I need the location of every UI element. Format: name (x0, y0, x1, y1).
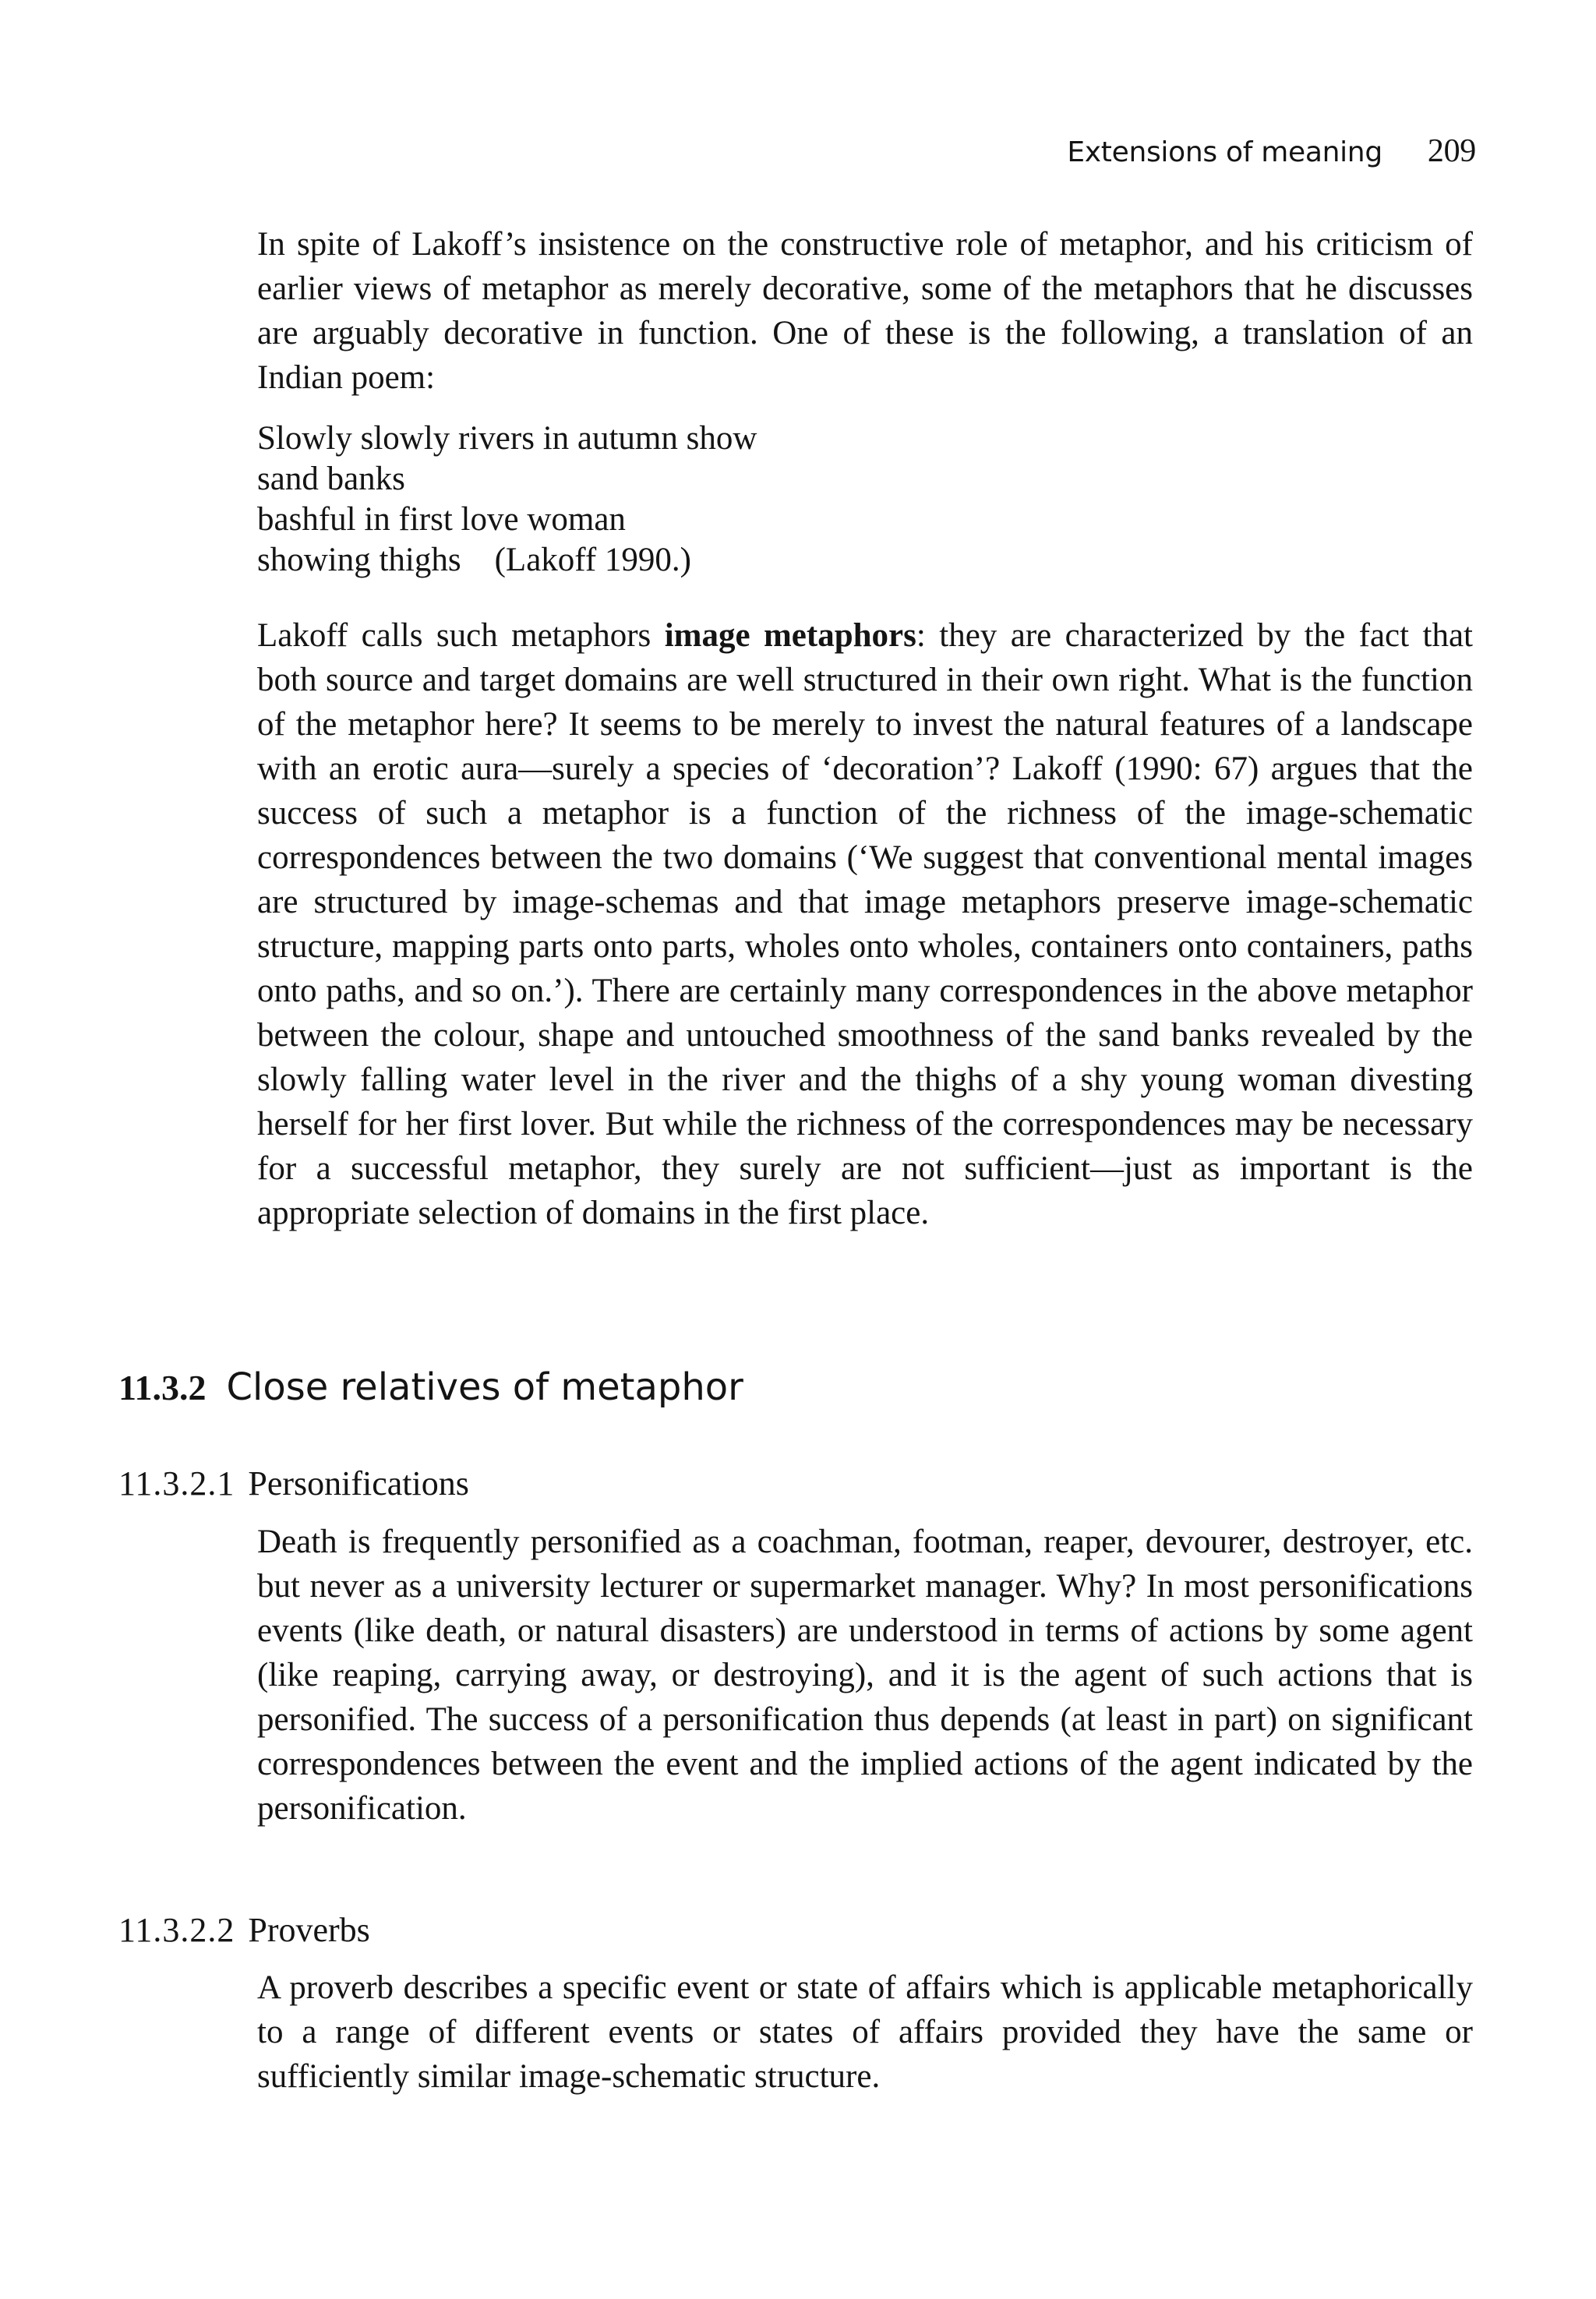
section-number: 11.3.2 (118, 1368, 207, 1407)
subsection-heading-personifications (118, 1464, 469, 1503)
poem-quotation (257, 418, 1473, 581)
running-head-title: Extensions of meaning (1067, 136, 1382, 168)
paragraph-personifications: Death is frequently personified as a coachman, footman, reaper, devourer, destroyer, etc. but never as a university lecturer or supermarket manager. Why? In most personifications events (like death, or natural disasters) are understood in terms of actions by some agent (like reaping, carrying away, or destroying), and it is the agent of such actions that is personified. The success of a personification thus depends (at least in part) on significant correspondences between the event and the implied actions of the agent indicated by the personification. (257, 1524, 1473, 1827)
section-heading (118, 1365, 743, 1409)
subsection-title: Personifications (248, 1464, 469, 1503)
paragraph-rest: : they are characterized by the fact that both source and target domains are well structured in their own right. What is the function of the metaphor here? It seems to be merely to invest the natural features of a landscape with an erotic aura—surely a species of ‘decoration’? Lakoff (1990: 67) argues that the success of such a metaphor is a function of the richness of the image-schematic correspondences between the two domains (‘We suggest that conventional mental images are structured by image-schemas and that image metaphors preserve image-schematic structure, mapping parts onto parts, wholes onto wholes, containers onto containers, paths onto paths, and so on.’). There are certainly many correspondences in the above metaphor between the colour, shape and untouched smoothness of the sand banks revealed by the slowly falling water level in the river and the thighs of a shy young woman divesting herself for her first lover. But while the richness of the correspondences may be necessary for a successful metaphor, they surely are not sufficient—just as important is the appropriate selection of domains in the first place. (257, 617, 1473, 1231)
paragraph-lead: Lakoff calls such metaphors (257, 617, 665, 654)
poem-line: sand banks (257, 461, 405, 497)
subsection-title: Proverbs (248, 1911, 370, 1949)
paragraph-image-metaphors (257, 613, 1473, 1235)
running-head (1067, 132, 1476, 170)
poem-line: Slowly slowly rivers in autumn show (257, 420, 757, 457)
poem-line: bashful in first love woman (257, 501, 626, 538)
poem-line: showing thighs (Lakoff 1990.) (257, 542, 691, 578)
key-term: image metaphors (664, 617, 916, 654)
subsection-heading-proverbs (118, 1910, 370, 1950)
subsection-number: 11.3.2.1 (118, 1464, 235, 1503)
paragraph-intro: In spite of Lakoff’s insistence on the constructive role of metaphor, and his criticism of earlier views of metaphor as merely decorative, some of the metaphors that he discusses are arguably decorative in function. One of these is the following, a translation of an Indian poem: (257, 226, 1473, 396)
paragraph-proverbs: A proverb describes a specific event or state of affairs which is applicable metaphorically to a range of different events or states of affairs provided they have the same or sufficiently similar image-schematic structure. (257, 1969, 1473, 2095)
section-title: Close relatives of metaphor (226, 1365, 743, 1409)
page-number: 209 (1427, 133, 1476, 169)
subsection-number: 11.3.2.2 (118, 1911, 235, 1949)
